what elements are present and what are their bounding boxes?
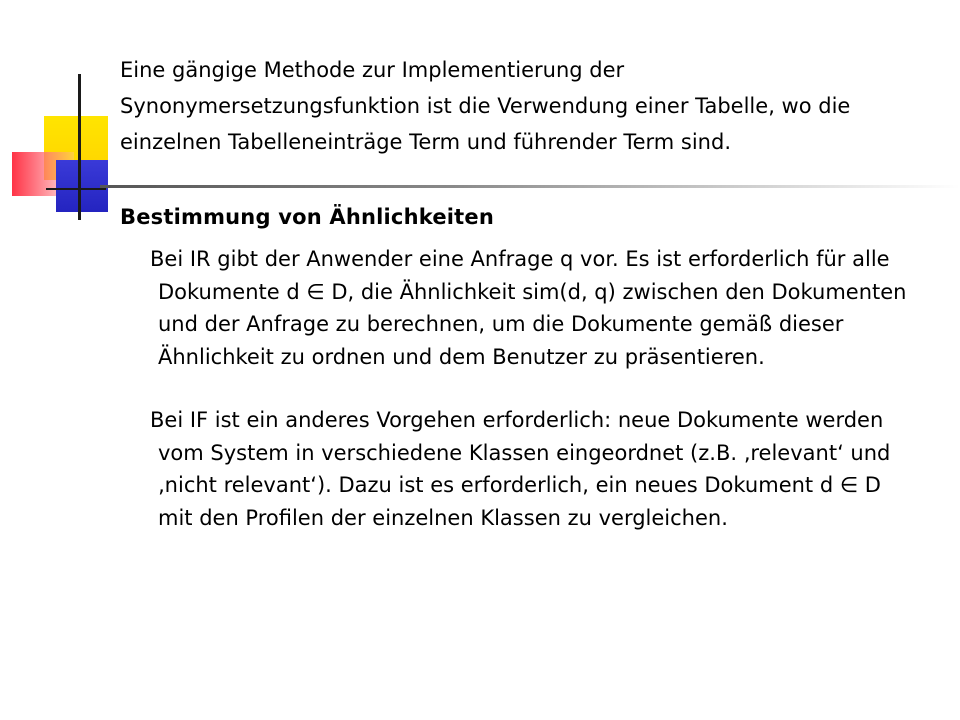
- title-divider-rule: [100, 185, 960, 188]
- section-heading: Bestimmung von Ähnlichkeiten: [120, 205, 494, 229]
- decor-vertical-line: [78, 74, 81, 220]
- intro-paragraph: Eine gängige Methode zur Implementierung der Synonymersetzungsfunktion ist die Verwendung einer Tabelle, wo die einzelnen Tabelleneinträge Term und führender Term sind.: [120, 58, 851, 154]
- paragraph-if: Bei IF ist ein anderes Vorgehen erforderlich: neue Dokumente werden vom System in verschiedene Klassen eingeordnet (z.B. ‚relevant‘ und ‚nicht relevant‘). Dazu ist es erforderlich, ein neues Dokument d ∈ D mit den Profilen der einzelnen Klassen zu vergleichen.: [150, 408, 891, 530]
- decor-horizontal-line: [46, 188, 106, 190]
- paragraph-ir: Bei IR gibt der Anwender eine Anfrage q vor. Es ist erforderlich für alle Dokumente d ∈ D, die Ähnlichkeit sim(d, q) zwischen den Dokumenten und der Anfrage zu berechnen, um die Dokumente gemäß dieser Ähnlichkeit zu ordnen und dem Benutzer zu präsentieren.: [150, 247, 907, 369]
